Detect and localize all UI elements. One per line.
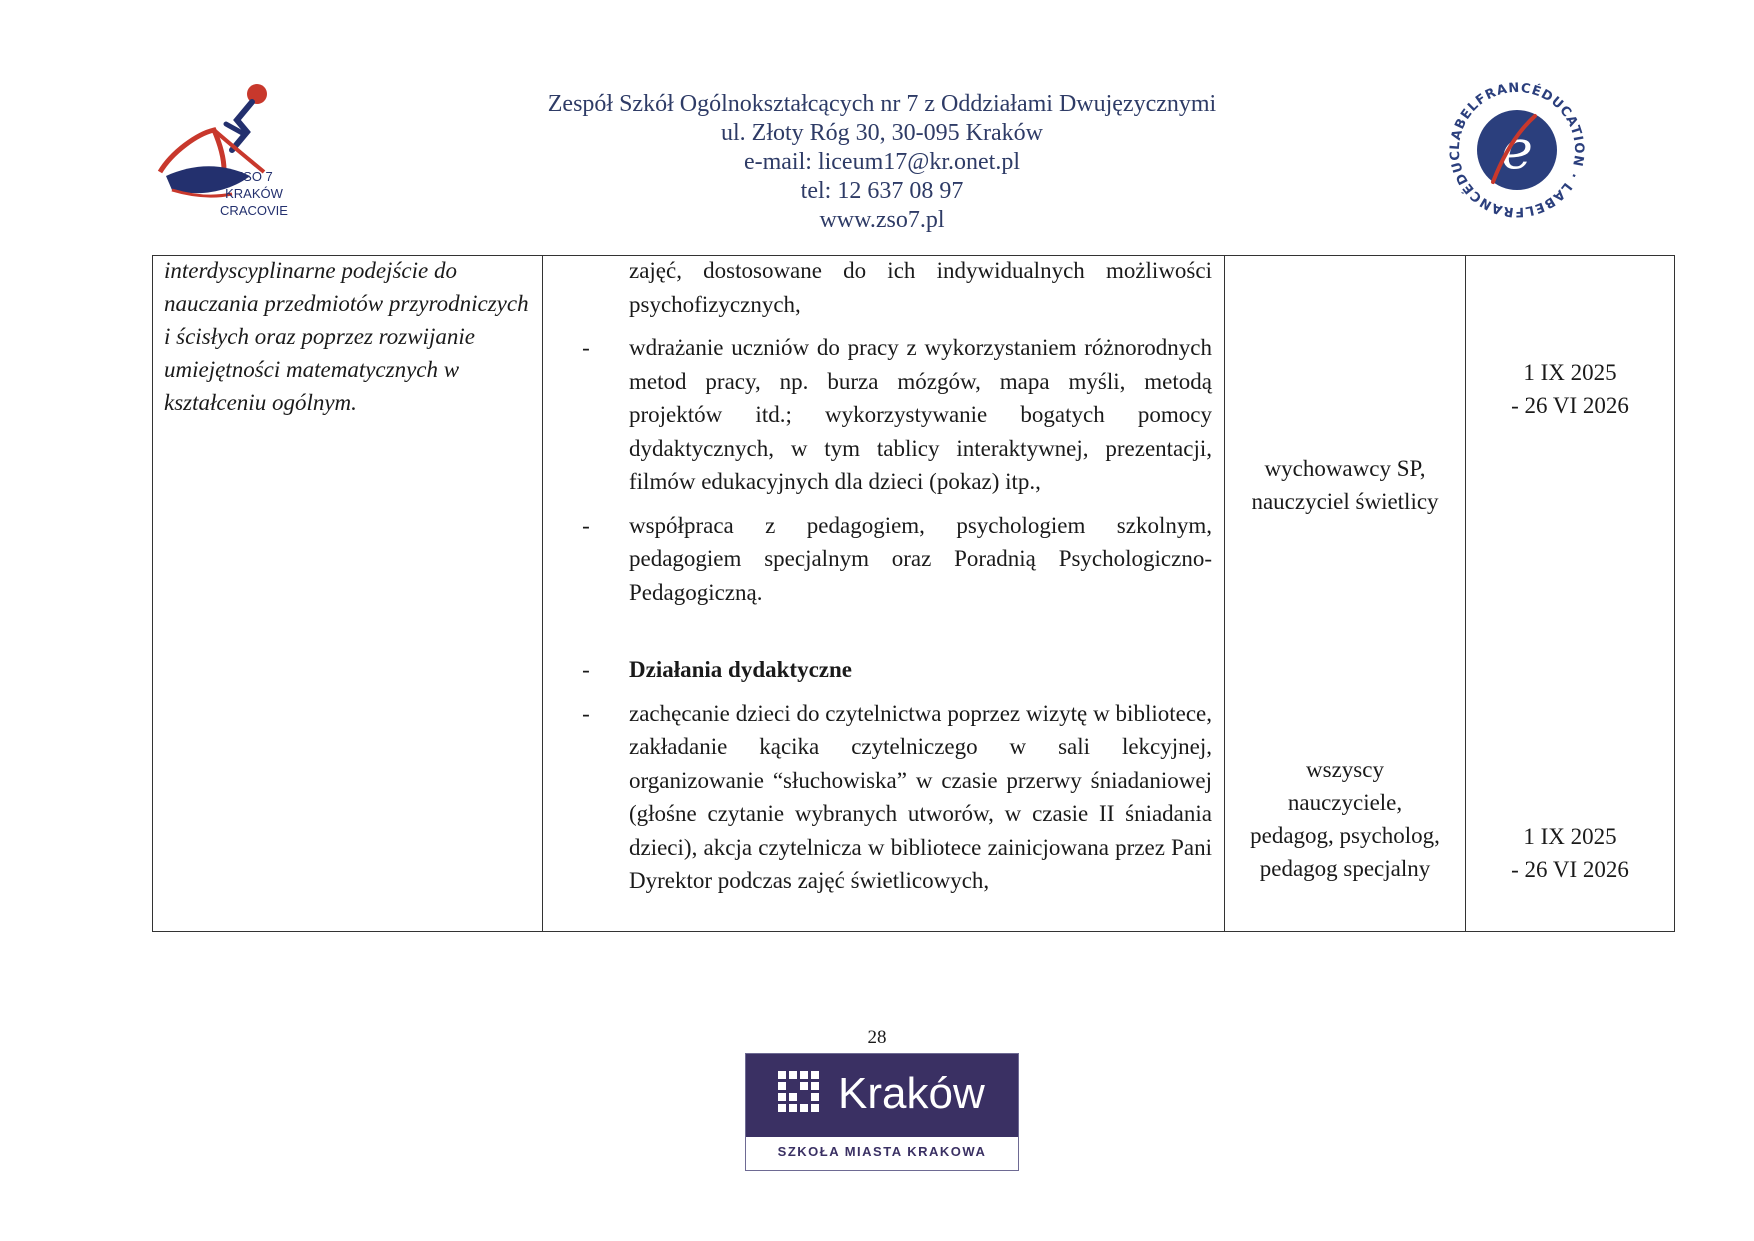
responsible-line: wychowawcy SP, [1264,456,1426,481]
list-item [543,509,1212,610]
list-dash: - [582,512,590,538]
list-item [543,331,1212,499]
school-name: Zespół Szkół Ogólnokształcących nr 7 z Oddziałami Dwujęzycznymi [547,91,1217,117]
section-heading [543,653,1212,687]
school-email: e-mail: liceum17@kr.onet.pl [743,149,1021,175]
krakow-grid-icon [776,1069,830,1123]
school-logo-line: KRAKÓW [225,186,283,201]
responsible-line: nauczyciel świetlicy [1251,489,1439,514]
table-row [153,256,1675,932]
actions-cell [543,256,1225,932]
list-item [543,697,1212,898]
term-line: - 26 VI 2026 [1511,393,1629,418]
responsible-group [1225,452,1465,518]
school-logo-line: CRACOVIE [220,203,288,218]
list-dash: - [582,700,590,726]
term-line: 1 IX 2025 [1523,824,1617,849]
responsible-line: pedagog specjalny [1259,856,1431,881]
page-number: 28 [867,1027,887,1048]
list-item-text: zachęcanie dzieci do czytelnictwa poprzez wizytę w bibliotece, zakładanie kącika czytelniczego w sali lekcyjnej, organizowanie “słuchowiska” w czasie przerwy śniadaniowej (głośne czytanie wybranych utworów, w czasie II śniadania dzieci), akcja czytelnicza w bibliotece zainicjowana przez Pani Dyrektor podczas zajęć świetlicowych, [629,700,1212,893]
list-dash: - [582,657,590,682]
responsible-cell [1225,256,1466,932]
list-item-text: współpraca z pedagogiem, psychologiem szkolnym, pedagogiem specjalnym oraz Poradnią Psychologiczno-Pedagogiczną. [629,512,1212,605]
school-website: www.zso7.pl [819,207,945,233]
term-line: - 26 VI 2026 [1511,857,1629,882]
school-logo [152,72,302,222]
list-item [543,254,1212,321]
seal-letter: e [1501,118,1533,181]
school-address: ul. Złoty Róg 30, 30-095 Kraków [721,120,1043,146]
list-dash: - [582,335,590,360]
letterhead [152,62,1602,252]
labelfranceducation-seal-icon [1437,70,1597,230]
goal-text: interdyscyplinarne podejście do nauczania przedmiotów przyrodniczych i ścisłych oraz poprzez rozwijanie umiejętności matematycznych w kształceniu ogólnym. [164,258,529,415]
city-logo-subtitle: SZKOŁA MIASTA KRAKOWA [777,1144,987,1159]
section-heading-text: Działania dydaktyczne [629,657,852,682]
list-item-text: wdrażanie uczniów do pracy z wykorzystaniem różnorodnych metod pracy, np. burza mózgów, mapa myśli, metodą projektów itd.; wykorzystywanie bogatych pomocy dydaktycznych, w tym tablicy interaktywnej, prezentacji, filmów edukacyjnych dla dzieci (pokaz) itp., [629,335,1212,494]
labelfranceducation-logo [1437,70,1597,230]
responsible-line: pedagog, psycholog, [1250,823,1440,848]
term-line: 1 IX 2025 [1523,360,1617,385]
term-cell [1466,256,1675,932]
city-logo-band [746,1054,1018,1137]
seal-ring-text: LABELFRANCÉDUCATION · LABELFRANCÉDUC [1447,80,1587,220]
term-group [1466,356,1674,422]
goal-cell [153,256,543,932]
school-logo-line: ZSO 7 [235,169,273,184]
krakow-city-logo [745,1053,1019,1171]
plan-table [152,255,1675,932]
school-phone: tel: 12 637 08 97 [800,178,964,204]
responsible-group [1225,753,1465,885]
responsible-line: wszyscy [1306,757,1384,782]
responsible-line: nauczyciele, [1287,790,1403,815]
school-contact [452,90,1312,235]
city-logo-name: Kraków [838,1069,985,1118]
continuation-text: zajęć, dostosowane do ich indywidualnych możliwości psychofizycznych, [629,258,1212,317]
term-group [1466,820,1674,886]
